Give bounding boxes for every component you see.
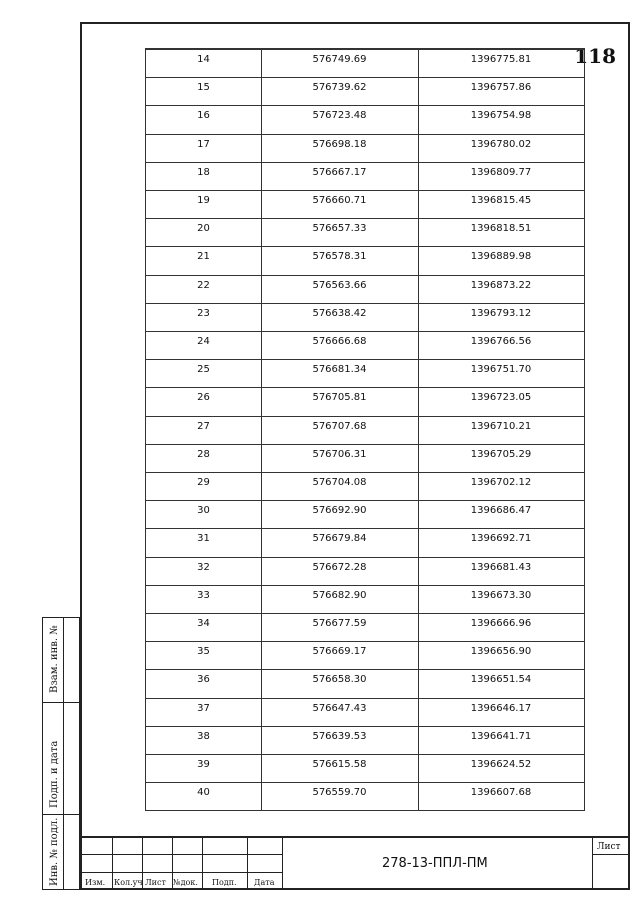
y-coordinate: 1396793.12 bbox=[470, 307, 532, 319]
x-coordinate: 576660.71 bbox=[312, 195, 367, 206]
table-row bbox=[146, 303, 584, 331]
table-row bbox=[146, 49, 584, 77]
x-coordinate: 576677.59 bbox=[312, 618, 367, 629]
x-coordinate: 576749.69 bbox=[312, 54, 367, 65]
x-coordinate: 576563.66 bbox=[312, 279, 367, 291]
point-number: 26 bbox=[197, 392, 210, 404]
table-row bbox=[146, 782, 584, 810]
x-coordinate: 576559.70 bbox=[312, 787, 367, 799]
stamp-col-list: Лист bbox=[145, 878, 166, 887]
x-coordinate: 576657.33 bbox=[312, 223, 367, 235]
side-label-inv-orig: Инв. № подл. bbox=[49, 817, 60, 886]
x-coordinate: 576706.31 bbox=[312, 448, 367, 460]
table-row bbox=[146, 359, 584, 387]
point-number: 14 bbox=[197, 54, 210, 65]
point-number: 24 bbox=[197, 336, 210, 347]
point-number: 30 bbox=[197, 505, 210, 517]
table-row bbox=[146, 500, 584, 528]
point-number: 21 bbox=[197, 251, 210, 263]
table-row bbox=[146, 190, 584, 218]
table-row bbox=[146, 585, 584, 613]
side-stamp bbox=[42, 617, 80, 890]
x-coordinate: 576639.53 bbox=[312, 730, 367, 742]
point-number: 17 bbox=[197, 138, 210, 150]
point-number: 34 bbox=[197, 618, 210, 629]
y-coordinate: 1396641.71 bbox=[470, 730, 532, 742]
table-row bbox=[146, 218, 584, 246]
y-coordinate: 1396692.71 bbox=[470, 533, 532, 545]
x-coordinate: 576704.08 bbox=[312, 477, 367, 488]
stamp-col-data: Дата bbox=[254, 878, 275, 887]
page-number: 118 bbox=[574, 44, 616, 68]
stamp-col-kol: Кол.уч bbox=[114, 878, 143, 887]
point-number: 36 bbox=[197, 674, 210, 686]
table-row bbox=[146, 669, 584, 697]
point-number: 31 bbox=[197, 533, 210, 545]
stamp-col-podp: Подп. bbox=[212, 878, 237, 887]
title-block bbox=[82, 836, 628, 890]
point-number: 38 bbox=[197, 730, 210, 742]
table-row bbox=[146, 557, 584, 585]
x-coordinate: 576681.34 bbox=[312, 364, 367, 376]
point-number: 15 bbox=[197, 82, 210, 94]
point-number: 28 bbox=[197, 448, 210, 460]
table-row bbox=[146, 754, 584, 782]
table-row bbox=[146, 246, 584, 274]
y-coordinate: 1396710.21 bbox=[470, 420, 532, 432]
y-coordinate: 1396754.98 bbox=[470, 110, 532, 122]
point-number: 29 bbox=[197, 477, 210, 488]
x-coordinate: 576669.17 bbox=[312, 646, 367, 658]
y-coordinate: 1396780.02 bbox=[470, 138, 532, 150]
table-row bbox=[146, 444, 584, 472]
document-code: 278-13-ППЛ-ПМ bbox=[382, 856, 488, 871]
stamp-col-ndok: №док. bbox=[173, 878, 198, 887]
y-coordinate: 1396702.12 bbox=[470, 477, 532, 488]
x-coordinate: 576672.28 bbox=[312, 561, 367, 573]
y-coordinate: 1396686.47 bbox=[470, 505, 532, 517]
y-coordinate: 1396889.98 bbox=[470, 251, 532, 263]
sheet-label: Лист bbox=[597, 842, 621, 852]
table-row bbox=[146, 134, 584, 162]
point-number: 16 bbox=[197, 110, 210, 122]
x-coordinate: 576658.30 bbox=[312, 674, 367, 686]
point-number: 18 bbox=[197, 166, 210, 178]
point-number: 35 bbox=[197, 646, 210, 658]
y-coordinate: 1396705.29 bbox=[470, 448, 532, 460]
x-coordinate: 576739.62 bbox=[312, 82, 367, 94]
table-row bbox=[146, 105, 584, 133]
table-row bbox=[146, 162, 584, 190]
y-coordinate: 1396607.68 bbox=[470, 787, 532, 799]
table-row bbox=[146, 331, 584, 359]
y-coordinate: 1396656.90 bbox=[470, 646, 532, 658]
y-coordinate: 1396809.77 bbox=[470, 166, 532, 178]
table-row bbox=[146, 528, 584, 556]
table-row bbox=[146, 387, 584, 415]
y-coordinate: 1396681.43 bbox=[470, 561, 532, 573]
point-number: 27 bbox=[197, 420, 210, 432]
x-coordinate: 576682.90 bbox=[312, 589, 367, 601]
y-coordinate: 1396646.17 bbox=[470, 702, 532, 714]
x-coordinate: 576638.42 bbox=[312, 307, 367, 319]
y-coordinate: 1396751.70 bbox=[470, 364, 532, 376]
y-coordinate: 1396673.30 bbox=[470, 589, 532, 601]
table-row bbox=[146, 416, 584, 444]
y-coordinate: 1396666.96 bbox=[470, 618, 532, 629]
point-number: 32 bbox=[197, 561, 210, 573]
x-coordinate: 576615.58 bbox=[312, 759, 367, 770]
x-coordinate: 576679.84 bbox=[312, 533, 367, 545]
y-coordinate: 1396873.22 bbox=[470, 279, 532, 291]
y-coordinate: 1396815.45 bbox=[470, 195, 532, 206]
x-coordinate: 576692.90 bbox=[312, 505, 367, 517]
stamp-col-izm: Изм. bbox=[85, 878, 106, 887]
y-coordinate: 1396723.05 bbox=[470, 392, 532, 404]
point-number: 33 bbox=[197, 589, 210, 601]
x-coordinate: 576723.48 bbox=[312, 110, 367, 122]
x-coordinate: 576707.68 bbox=[312, 420, 367, 432]
x-coordinate: 576578.31 bbox=[312, 251, 367, 263]
table-row bbox=[146, 472, 584, 500]
y-coordinate: 1396775.81 bbox=[470, 54, 532, 65]
x-coordinate: 576705.81 bbox=[312, 392, 367, 404]
coordinates-table bbox=[145, 48, 585, 811]
point-number: 25 bbox=[197, 364, 210, 376]
x-coordinate: 576666.68 bbox=[312, 336, 367, 347]
side-label-sign-date: Подп. и дата bbox=[49, 740, 60, 808]
y-coordinate: 1396624.52 bbox=[470, 759, 532, 770]
point-number: 19 bbox=[197, 195, 210, 206]
side-label-replace-inv: Взам. инв. № bbox=[49, 625, 60, 693]
table-row bbox=[146, 641, 584, 669]
y-coordinate: 1396818.51 bbox=[470, 223, 532, 235]
point-number: 22 bbox=[197, 279, 210, 291]
y-coordinate: 1396757.86 bbox=[470, 82, 532, 94]
table-row bbox=[146, 726, 584, 754]
point-number: 40 bbox=[197, 787, 210, 799]
table-row bbox=[146, 613, 584, 641]
y-coordinate: 1396651.54 bbox=[470, 674, 532, 686]
y-coordinate: 1396766.56 bbox=[470, 336, 532, 347]
table-row bbox=[146, 77, 584, 105]
x-coordinate: 576647.43 bbox=[312, 702, 367, 714]
point-number: 23 bbox=[197, 307, 210, 319]
x-coordinate: 576667.17 bbox=[312, 166, 367, 178]
table-row bbox=[146, 698, 584, 726]
table-row bbox=[146, 275, 584, 303]
point-number: 37 bbox=[197, 702, 210, 714]
point-number: 39 bbox=[197, 759, 210, 770]
x-coordinate: 576698.18 bbox=[312, 138, 367, 150]
point-number: 20 bbox=[197, 223, 210, 235]
